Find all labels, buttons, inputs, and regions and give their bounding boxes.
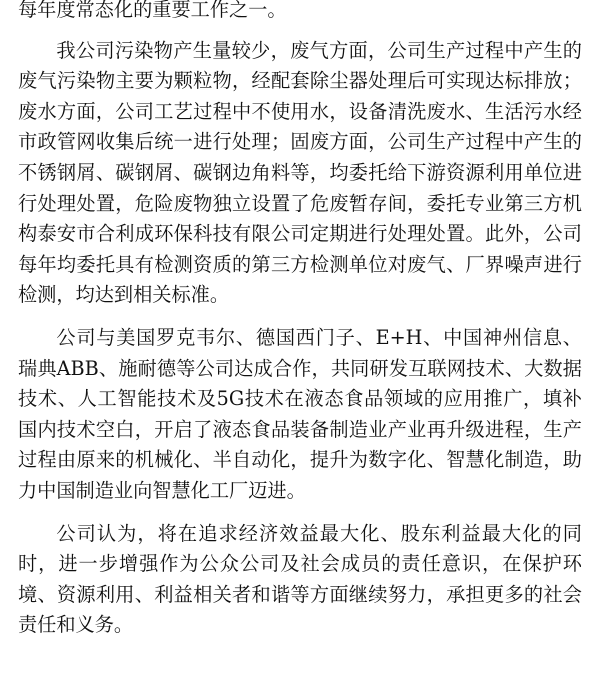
continuation-line: 每年度常态化的重要工作之一。 [18, 0, 287, 21]
paragraph-cooperation: 公司与美国罗克韦尔、德国西门子、E+H、中国神州信息、瑞典ABB、施耐德等公司达成合作，共同研发互联网技术、大数据技术、人工智能技术及5G技术在液态食品领域的应用推广，填补国内技术空白，开启了液态食品装备制造业产业再升级进程，生产过程由原来的机械化、半自动化，提升为数字化、智慧化制造，助力中国制造业向智慧化工厂迈进。 [18, 325, 582, 502]
paragraph-environment: 我公司污染物产生量较少，废气方面，公司生产过程中产生的废气污染物主要为颗粒物，经配套除尘器处理后可实现达标排放；废水方面，公司工艺过程中不使用水，设备清洗废水、生活污水经市政管网收集后统一进行处理；固废方面，公司生产过程中产生的不锈钢屑、碳钢屑、碳钢边角料等，均委托给下游资源利用单位进行处理处置，危险废物独立设置了危废暂存间，委托专业第三方机构泰安市合利成环保科技有限公司定期进行处理处置。此外，公司每年均委托具有检测资质的第三方检测单位对废气、厂界噪声进行检测，均达到相关标准。 [18, 38, 582, 307]
paragraph-responsibility: 公司认为，将在追求经济效益最大化、股东利益最大化的同时，进一步增强作为公众公司及社会成员的责任意识，在保护环境、资源利用、利益相关者和谐等方面继续努力，承担更多的社会责任和义务。 [18, 521, 582, 637]
